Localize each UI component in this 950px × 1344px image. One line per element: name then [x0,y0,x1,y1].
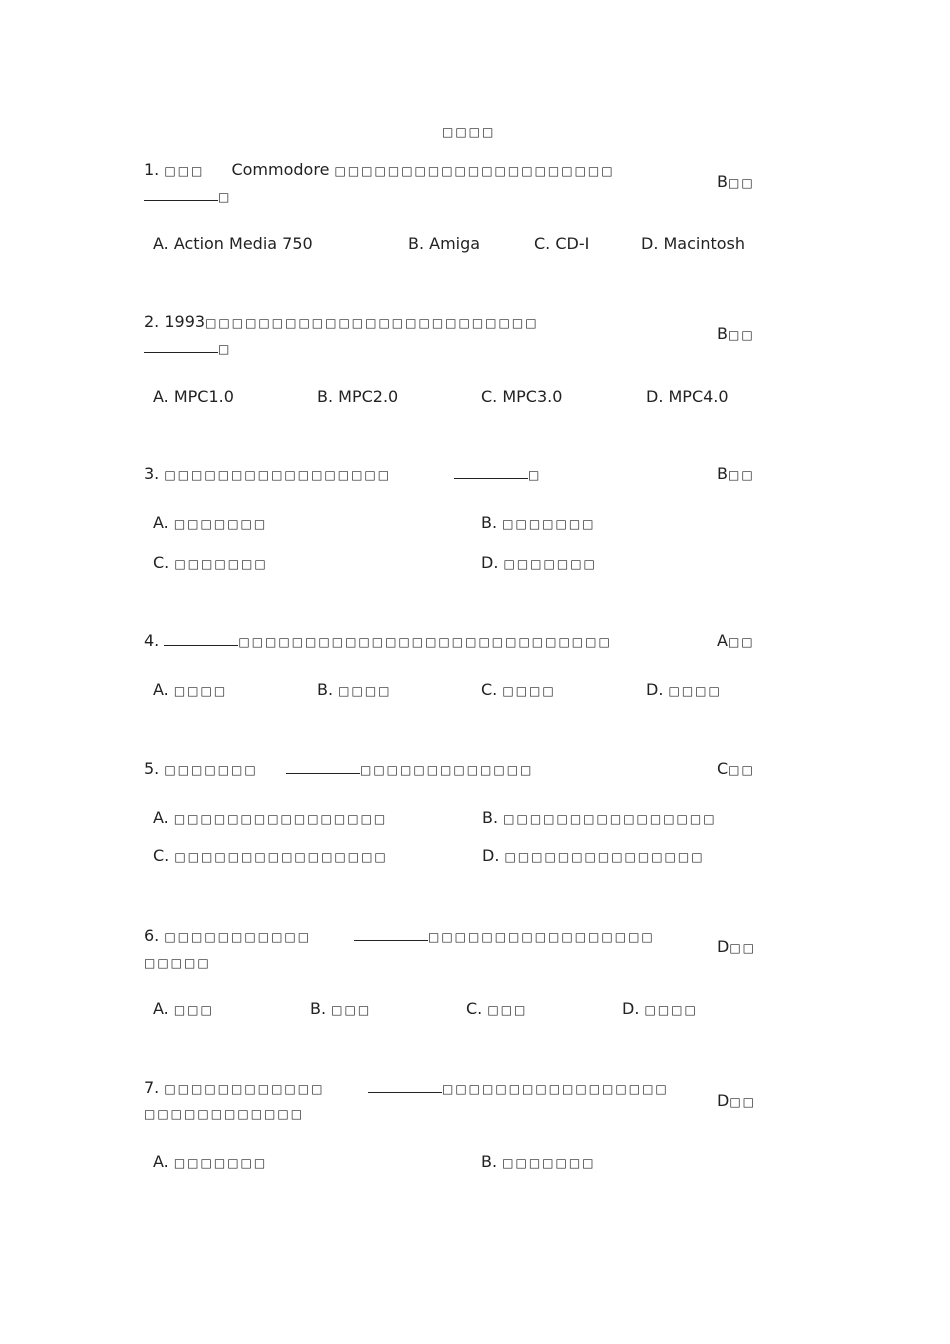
option-a: A. □□□□□□□ [153,1152,268,1171]
question-2-stem-line2: □ [144,338,231,357]
option-a: A. Action Media 750 [153,234,313,253]
question-7-stem: 7. □□□□□□□□□□□□ [144,1078,325,1097]
option-c: C. □□□□ [481,680,556,699]
option-b: B. □□□ [310,999,372,1018]
option-d: D. □□□□ [622,999,698,1018]
answer-blank [164,631,238,646]
answer-blank [368,1078,442,1093]
question-6-stem-line2: □□□□□ [144,956,211,970]
option-c: C. □□□□□□□ [153,553,268,572]
option-a: A. MPC1.0 [153,387,234,406]
option-c: C. CD-I [534,234,590,253]
option-c: C. MPC3.0 [481,387,563,406]
question-6-blank: □□□□□□□□□□□□□□□□□ [354,926,655,945]
question-6-stem: 6. □□□□□□□□□□□ [144,926,312,945]
answer-blank [354,926,428,941]
answer-key: B□□ [717,172,755,191]
answer-key: C□□ [717,759,755,778]
option-d: D. Macintosh [641,234,746,253]
question-1-stem-line2: □ [144,186,231,205]
answer-blank [144,186,218,201]
option-d: D. MPC4.0 [646,387,729,406]
answer-blank [286,759,360,774]
question-7-stem-line2: □□□□□□□□□□□□ [144,1107,305,1121]
option-b: B. □□□□□□□ [481,1152,596,1171]
option-d: D. □□□□□□□□□□□□□□□ [482,846,705,865]
answer-blank [454,464,528,479]
option-b: B. □□□□□□□□□□□□□□□□ [482,808,717,827]
answer-key: D□□ [717,937,757,956]
answer-key: B□□ [717,324,755,343]
question-5-stem: 5. □□□□□□□ [144,759,258,778]
option-a: A. □□□□□□□ [153,513,268,532]
page-title: □□□□ [442,125,496,139]
option-a: A. □□□□□□□□□□□□□□□□ [153,808,388,827]
question-5-blank: □□□□□□□□□□□□□ [286,759,533,778]
option-c: C. □□□ [466,999,528,1018]
question-4-stem: 4. □□□□□□□□□□□□□□□□□□□□□□□□□□□□ [144,631,612,650]
question-7-blank: □□□□□□□□□□□□□□□□□ [368,1078,669,1097]
option-b: B. MPC2.0 [317,387,399,406]
answer-key: B□□ [717,464,755,483]
answer-key: A□□ [717,631,755,650]
option-b: B. □□□□□□□ [481,513,596,532]
option-a: A. □□□□ [153,680,228,699]
option-b: B. Amiga [408,234,481,253]
option-c: C. □□□□□□□□□□□□□□□□ [153,846,388,865]
option-a: A. □□□ [153,999,214,1018]
question-3-blank: □ [454,464,541,483]
option-d: D. □□□□ [646,680,722,699]
question-2-stem: 2. 1993□□□□□□□□□□□□□□□□□□□□□□□□□ [144,312,539,331]
answer-key: D□□ [717,1091,757,1110]
option-b: B. □□□□ [317,680,392,699]
question-1-stem: 1. □□□ Commodore □□□□□□□□□□□□□□□□□□□□□ [144,160,615,179]
question-number: 1. [144,160,160,179]
answer-blank [144,338,218,353]
question-3-stem: 3. □□□□□□□□□□□□□□□□□ [144,464,392,483]
option-d: D. □□□□□□□ [481,553,597,572]
